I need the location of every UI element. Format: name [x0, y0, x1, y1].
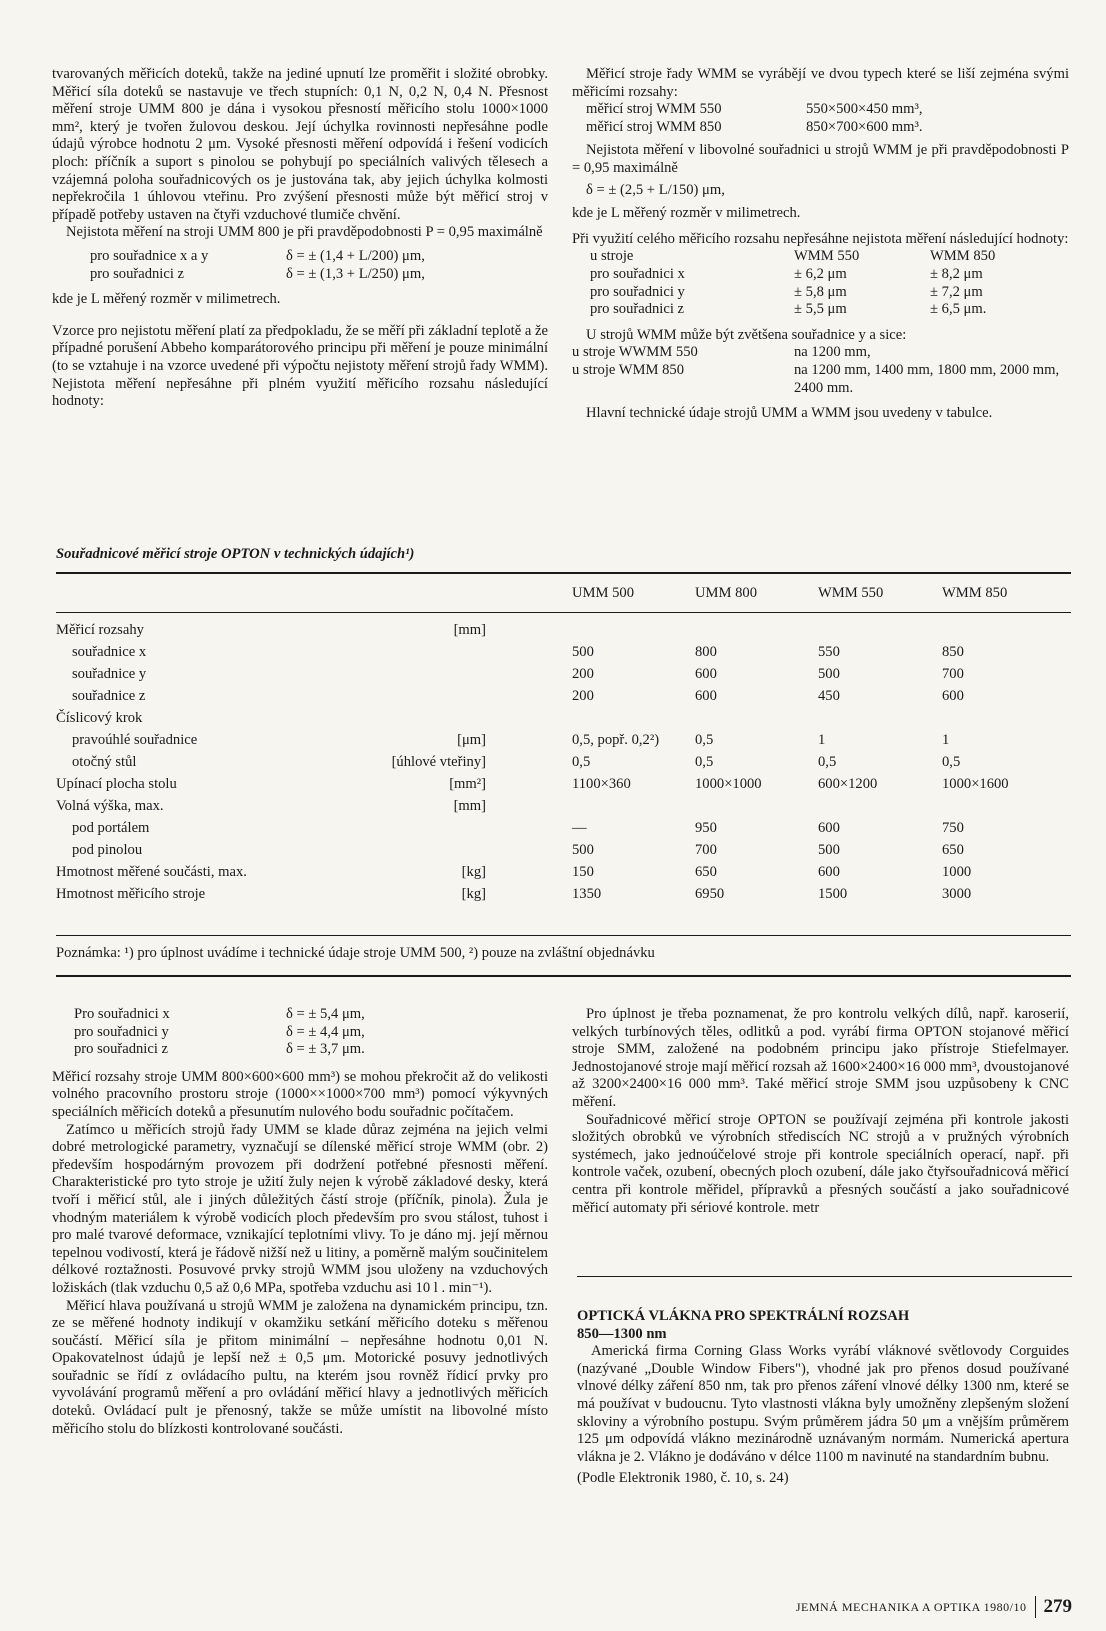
table-cell: 1000×1000 — [695, 776, 762, 792]
cell: ± 5,8 μm — [794, 283, 847, 300]
row-label: Upínací plocha stolu — [56, 776, 177, 792]
row-unit: [úhlové vteřiny] — [391, 754, 486, 770]
table-header: UMM 500 — [572, 585, 635, 601]
journal-name: JEMNÁ MECHANIKA A OPTIKA 1980/10 — [795, 1599, 1027, 1614]
cell: ± 6,2 μm — [794, 265, 847, 282]
row-label: Číslicový krok — [56, 710, 143, 726]
table-header: WMM 550 — [818, 585, 884, 601]
article-subtitle: 850—1300 nm — [577, 1325, 667, 1342]
machine-name: měřicí stroj WMM 850 — [586, 118, 722, 135]
row-label: Hmotnost měřené součásti, max. — [56, 864, 247, 880]
table-cell: 1350 — [572, 886, 602, 902]
row-unit: [μm] — [457, 732, 486, 748]
formula-row — [52, 1024, 548, 1042]
formula-label: pro souřadnici z — [74, 1041, 169, 1058]
formula-label: pro souřadnici z — [90, 265, 185, 282]
table-cell: 550 — [818, 644, 840, 660]
paragraph: Souřadnicové měřicí stroje OPTON se používají zejména při kontrole jakosti složitých obrobků ve výrobních střediscích NC strojů a v pružných výrobních systémech, jako jednoúčelové stroje při kontrole speciálních operací, např. při kontrole vaček, ozubení, obecných ploch ozubení, dále jako čtyřsouřadnicová měřicí centra při kontrole měřidel, přípravků a přesných součástí a jako souřadnicové měřicí automaty při sériové kontrole. metr — [572, 1111, 1069, 1216]
enlarge-row — [572, 344, 1069, 362]
table-cell: 6950 — [695, 886, 725, 902]
table-cell: 700 — [695, 842, 717, 858]
table-row — [56, 732, 1071, 754]
formula-row — [52, 1041, 548, 1059]
paragraph: Nejistota měření na stroji UMM 800 je při pravděpodobnosti P = 0,95 maximálně — [66, 224, 543, 241]
table-row — [56, 688, 1071, 710]
table-cell: 500 — [818, 842, 840, 858]
paragraph: Měřicí rozsahy stroje UMM 800×600×600 mm³) se mohou překročit až do velikosti volného pracovního prostoru stroje (1000××1000×700 mm³) pomocí výkyvných speciálních měřicích doteků a přesunutím nulového bodu souřadnic počítačem. — [52, 1068, 548, 1120]
table-row — [56, 710, 1071, 732]
left-column-top — [52, 66, 548, 411]
paragraph: Nejistota měření v libovolné souřadnici u strojů WMM je při pravděpodobnosti P = 0,95 maximálně — [572, 142, 1069, 176]
row-label: otočný stůl — [72, 754, 137, 770]
table-cell: 600 — [818, 864, 840, 880]
table-cell: 850 — [942, 644, 964, 660]
paragraph: kde je L měřený rozměr v milimetrech. — [572, 205, 801, 222]
paragraph: Měřicí stroje řady WMM se vyrábějí ve dvou typech které se liší zejména svými měřicími rozsahy: — [572, 66, 1069, 100]
cell: WMM 850 — [930, 248, 996, 265]
table-cell: 1000×1600 — [942, 776, 1009, 792]
machine-size: 850×700×600 mm³. — [806, 118, 923, 135]
wmm-table-row — [572, 284, 1069, 302]
formula-row — [52, 1006, 548, 1024]
table-cell: 3000 — [942, 886, 972, 902]
machine-row — [572, 101, 1069, 119]
row-label: pod portálem — [72, 820, 150, 836]
table-row — [56, 864, 1071, 886]
table-cell: 800 — [695, 644, 717, 660]
enlarge-row — [572, 362, 1069, 397]
table-cell: 200 — [572, 666, 594, 682]
table-row — [56, 776, 1071, 798]
table-cell: 500 — [572, 842, 594, 858]
row-unit: [mm] — [453, 798, 486, 814]
cell: pro souřadnici z — [590, 301, 685, 318]
footer-divider — [1035, 1596, 1036, 1618]
formula-expr: δ = ± 5,4 μm, — [286, 1006, 365, 1022]
row-label: pod pinolou — [72, 842, 143, 858]
left-column-bottom — [52, 1006, 548, 1438]
table-row — [56, 754, 1071, 776]
table-cell: 600 — [942, 688, 964, 704]
paragraph: Pro úplnost je třeba poznamenat, že pro kontrolu velkých dílů, např. karoserií, velkých turbínových těles, odlitků a pod. vyrábí firma OPTON stojanové měřicí stroje SMM, založené na podobném principu jako přístroje Stiefelmayer. Jednostojanové stroje mají měřicí rozsah až 1600×2400×16 000 mm³, dvoustojanové až 3200×2400×16 000 mm³. Také měřicí stroje SMM jsou uzpůsobeny k CNC měření. — [572, 1006, 1069, 1110]
table-header: UMM 800 — [695, 585, 758, 601]
page-number: 279 — [1043, 1596, 1072, 1617]
table-cell: 600 — [695, 688, 717, 704]
row-unit: [mm²] — [449, 776, 486, 792]
table-row — [56, 842, 1071, 864]
article-separator — [577, 1276, 1072, 1277]
table-cell: 700 — [942, 666, 964, 682]
formula-label: Pro souřadnici x — [74, 1006, 170, 1022]
table-cell: 1500 — [818, 886, 848, 902]
table-cell: 650 — [695, 864, 717, 880]
table-cell: 1 — [818, 732, 826, 748]
table-cell: 0,5 — [818, 754, 837, 770]
paragraph: Zatímco u měřicích strojů řady UMM se klade důraz zejména na jejich velmi dobré metrologické parametry, vyznačují se dílenské měřicí stroje WMM (obr. 2) především hospodárným provozem při dodržení potřebné přesnosti měření. Charakteristické pro tyto stroje je užití žuly nejen k výrobě základové desky, která tvoří i měřicí stůl, ale i jiných důležitých částí stroje (příčník, pinola). Žula je vhodným materiálem k výrobě vodicích ploch především pro svou stálost, tuhost i pro malé tvarové deformace, vznikající teplotními vlivy. To je dáno mj. její měrnou tepelnou vodivostí, která je řádově nižší než u litiny, a poměrně malým součinitelem délkové roztažnosti. Posuvové prvky strojů WMM jsou uloženy na vzduchových ložiskách (tlak vzduchu 0,5 až 0,6 MPa, spotřeba vzduchu asi 10 l . min⁻¹). — [52, 1121, 548, 1296]
machine-row — [572, 119, 1069, 137]
table-cell: 200 — [572, 688, 594, 704]
paragraph: Vzorce pro nejistotu měření platí za předpokladu, že se měří při základní teplotě a že případné porušení Abbeho komparátorového principu při měření je pouze minimální (to se vztahuje i na vzorce uvedené při výpočtu nejistoty měření strojů řady WMM). Nejistota měření nepřesáhne při plném využití měřicího rozsahu následující hodnoty: — [52, 322, 548, 410]
table-cell: 0,5 — [695, 732, 714, 748]
row-label: souřadnice y — [72, 666, 147, 682]
machine-name: měřicí stroj WMM 550 — [586, 101, 722, 118]
table-cell: 1000 — [942, 864, 972, 880]
wmm-table-row — [572, 301, 1069, 319]
cell: ± 8,2 μm — [930, 265, 983, 282]
formula-label: pro souřadnice x a y — [90, 247, 209, 264]
article — [577, 1308, 1069, 1488]
table-cell: 600 — [695, 666, 717, 682]
article-title: OPTICKÁ VLÁKNA PRO SPEKTRÁLNÍ ROZSAH — [577, 1308, 910, 1324]
row-unit: [kg] — [461, 886, 486, 902]
table-row — [56, 622, 1071, 644]
paragraph: kde je L měřený rozměr v milimetrech. — [52, 291, 281, 308]
table-cell: 450 — [818, 688, 840, 704]
table-cell: 150 — [572, 864, 594, 880]
table-cell: 600×1200 — [818, 776, 878, 792]
machine-size: 550×500×450 mm³, — [806, 101, 923, 118]
table-cell: — — [572, 820, 587, 836]
wmm-table-header — [572, 248, 1069, 266]
table-rule — [56, 935, 1071, 936]
article-source: (Podle Elektronik 1980, č. 10, s. 24) — [577, 1470, 789, 1487]
cell: pro souřadnici y — [590, 283, 685, 300]
formula-row — [52, 248, 548, 266]
row-label: souřadnice z — [72, 688, 146, 704]
table-cell: 0,5 — [572, 754, 591, 770]
page-footer — [796, 1596, 1072, 1618]
table-row — [56, 644, 1071, 666]
cell: u stroje WWMM 550 — [572, 344, 698, 361]
formula-row — [52, 266, 548, 284]
row-label: pravoúhlé souřadnice — [72, 732, 198, 748]
article-body: Americká firma Corning Glass Works vyrábí vláknové světlovody Corguides (nazývané „Double Window Fibers"), vhodné jak pro přenos dosud používané vlnové délky záření 850 nm, tak pro přenos záření vlnové délky 1300 nm, které se má používat v budoucnu. Tyto vlastnosti vlákna byly umožněny zlepšeným složení skloviny a výrobního postupu. Svým průměrem jádra 50 μm a vnějším průměrem 125 μm odpovídá vlákno mezinárodně uznávaným normám. Numerická apertura vlákna je 2. Vlákno je dodáváno v délce 1100 m navinuté na standardním bubnu. — [577, 1343, 1069, 1465]
row-label: souřadnice x — [72, 644, 147, 660]
cell: WMM 550 — [794, 248, 860, 265]
right-column-bottom — [572, 1006, 1069, 1217]
table-cell: 600 — [818, 820, 840, 836]
formula-expr: δ = ± 4,4 μm, — [286, 1023, 365, 1040]
table-cell: 650 — [942, 842, 964, 858]
cell: u stroje WMM 850 — [572, 361, 685, 378]
right-column-top — [572, 66, 1069, 423]
cell: ± 5,5 μm — [794, 301, 847, 318]
table-caption: Souřadnicové měřicí stroje OPTON v technických údajích¹) — [56, 546, 415, 562]
table-cell: 500 — [818, 666, 840, 682]
paragraph: Při využití celého měřicího rozsahu nepřesáhne nejistota měření následující hodnoty: — [572, 230, 1069, 247]
table-row — [56, 798, 1071, 820]
row-label: Měřicí rozsahy — [56, 622, 144, 638]
table-cell: 0,5 — [942, 754, 961, 770]
cell: pro souřadnici x — [590, 265, 685, 282]
cell: ± 6,5 μm. — [930, 301, 987, 318]
paragraph: U strojů WMM může být zvětšena souřadnice y a sice: — [586, 326, 907, 343]
table-cell: 1 — [942, 732, 950, 748]
formula: δ = ± (2,5 + L/150) μm, — [586, 181, 725, 198]
formula-expr: δ = ± 3,7 μm. — [286, 1041, 365, 1058]
table-cell: 950 — [695, 820, 717, 836]
table-note: Poznámka: ¹) pro úplnost uvádíme i technické údaje stroje UMM 500, ²) pouze na zvláštní objednávku — [56, 945, 655, 961]
cell: u stroje — [590, 248, 634, 265]
paragraph: tvarovaných měřicích doteků, takže na jediné upnutí lze proměřit i složité obrobky. Měřicí síla doteků se nastavuje ve třech stupních: 0,1 N, 0,2 N, 0,4 N. Přesnost měření stroje UMM 800 je dána i vysokou přesností měřicího stolu 1000×1000 mm², který je tvořen žulovou deskou. Její úchylka rovinnosti nepřesáhne podle údajů výrobce hodnotu 2 μm. Vysoké přesnosti měření odpovídá i řešení vodicích ploch: příčník a suport s pinolou se pohybují po speciálních valivých tělesech a vzájemná poloha souřadnicových os je justována tak, aby jejich úchylka kolmosti nepřekročila 1 úhlovou vteřinu. Pro zvýšení přesnosti může být měřicí stroj v případě potřeby ustaven na čtyři vzduchové tlumiče chvění. — [52, 66, 548, 223]
paragraph: Hlavní technické údaje strojů UMM a WMM jsou uvedeny v tabulce. — [586, 405, 993, 422]
formula-expr: δ = ± (1,3 + L/250) μm, — [286, 265, 425, 282]
table-rule — [56, 572, 1071, 574]
cell: na 1200 mm, 1400 mm, 1800 mm, 2000 mm, 2400 mm. — [794, 361, 1060, 396]
table-cell: 0,5 — [695, 754, 714, 770]
table-rule — [56, 612, 1071, 613]
row-label: Hmotnost měřicího stroje — [56, 886, 206, 902]
table-cell: 0,5, popř. 0,2²) — [572, 732, 660, 748]
table-row — [56, 886, 1071, 908]
formula-expr: δ = ± (1,4 + L/200) μm, — [286, 247, 425, 264]
row-label: Volná výška, max. — [56, 798, 164, 814]
formula-label: pro souřadnici y — [74, 1023, 169, 1040]
table-cell: 750 — [942, 820, 964, 836]
wmm-table-row — [572, 266, 1069, 284]
cell: na 1200 mm, — [794, 344, 871, 361]
cell: ± 7,2 μm — [930, 283, 983, 300]
row-unit: [kg] — [461, 864, 486, 880]
table-cell: 500 — [572, 644, 594, 660]
table-header: WMM 850 — [942, 585, 1008, 601]
paragraph: Měřicí hlava používaná u strojů WMM je založena na dynamickém principu, tzn. ze se měřené hodnoty indikují v okamžiku setkání měřicího doteku s měřenou součástí. Měřicí síla je přitom minimální – nepřesáhne hodnotu 0,01 N. Opakovatelnost údajů je lepší než ± 0,5 μm. Motorické posuvy jednotlivých souřadnic se řídí z ovládacího pultu, na kterém jsou rovněž řídicí prvky pro vyvolávání programů měření a pro ovládání měřicí hlavy a jednotlivých měřicích doteků. Ovládací pult je přenosný, takže se může umístit na libovolné místo měřicího stolu do blízkosti kontrolované součásti. — [52, 1297, 548, 1437]
table-row — [56, 820, 1071, 842]
table-row — [56, 666, 1071, 688]
table-cell: 1100×360 — [572, 776, 631, 792]
row-unit: [mm] — [453, 622, 486, 638]
table-rule — [56, 975, 1071, 977]
